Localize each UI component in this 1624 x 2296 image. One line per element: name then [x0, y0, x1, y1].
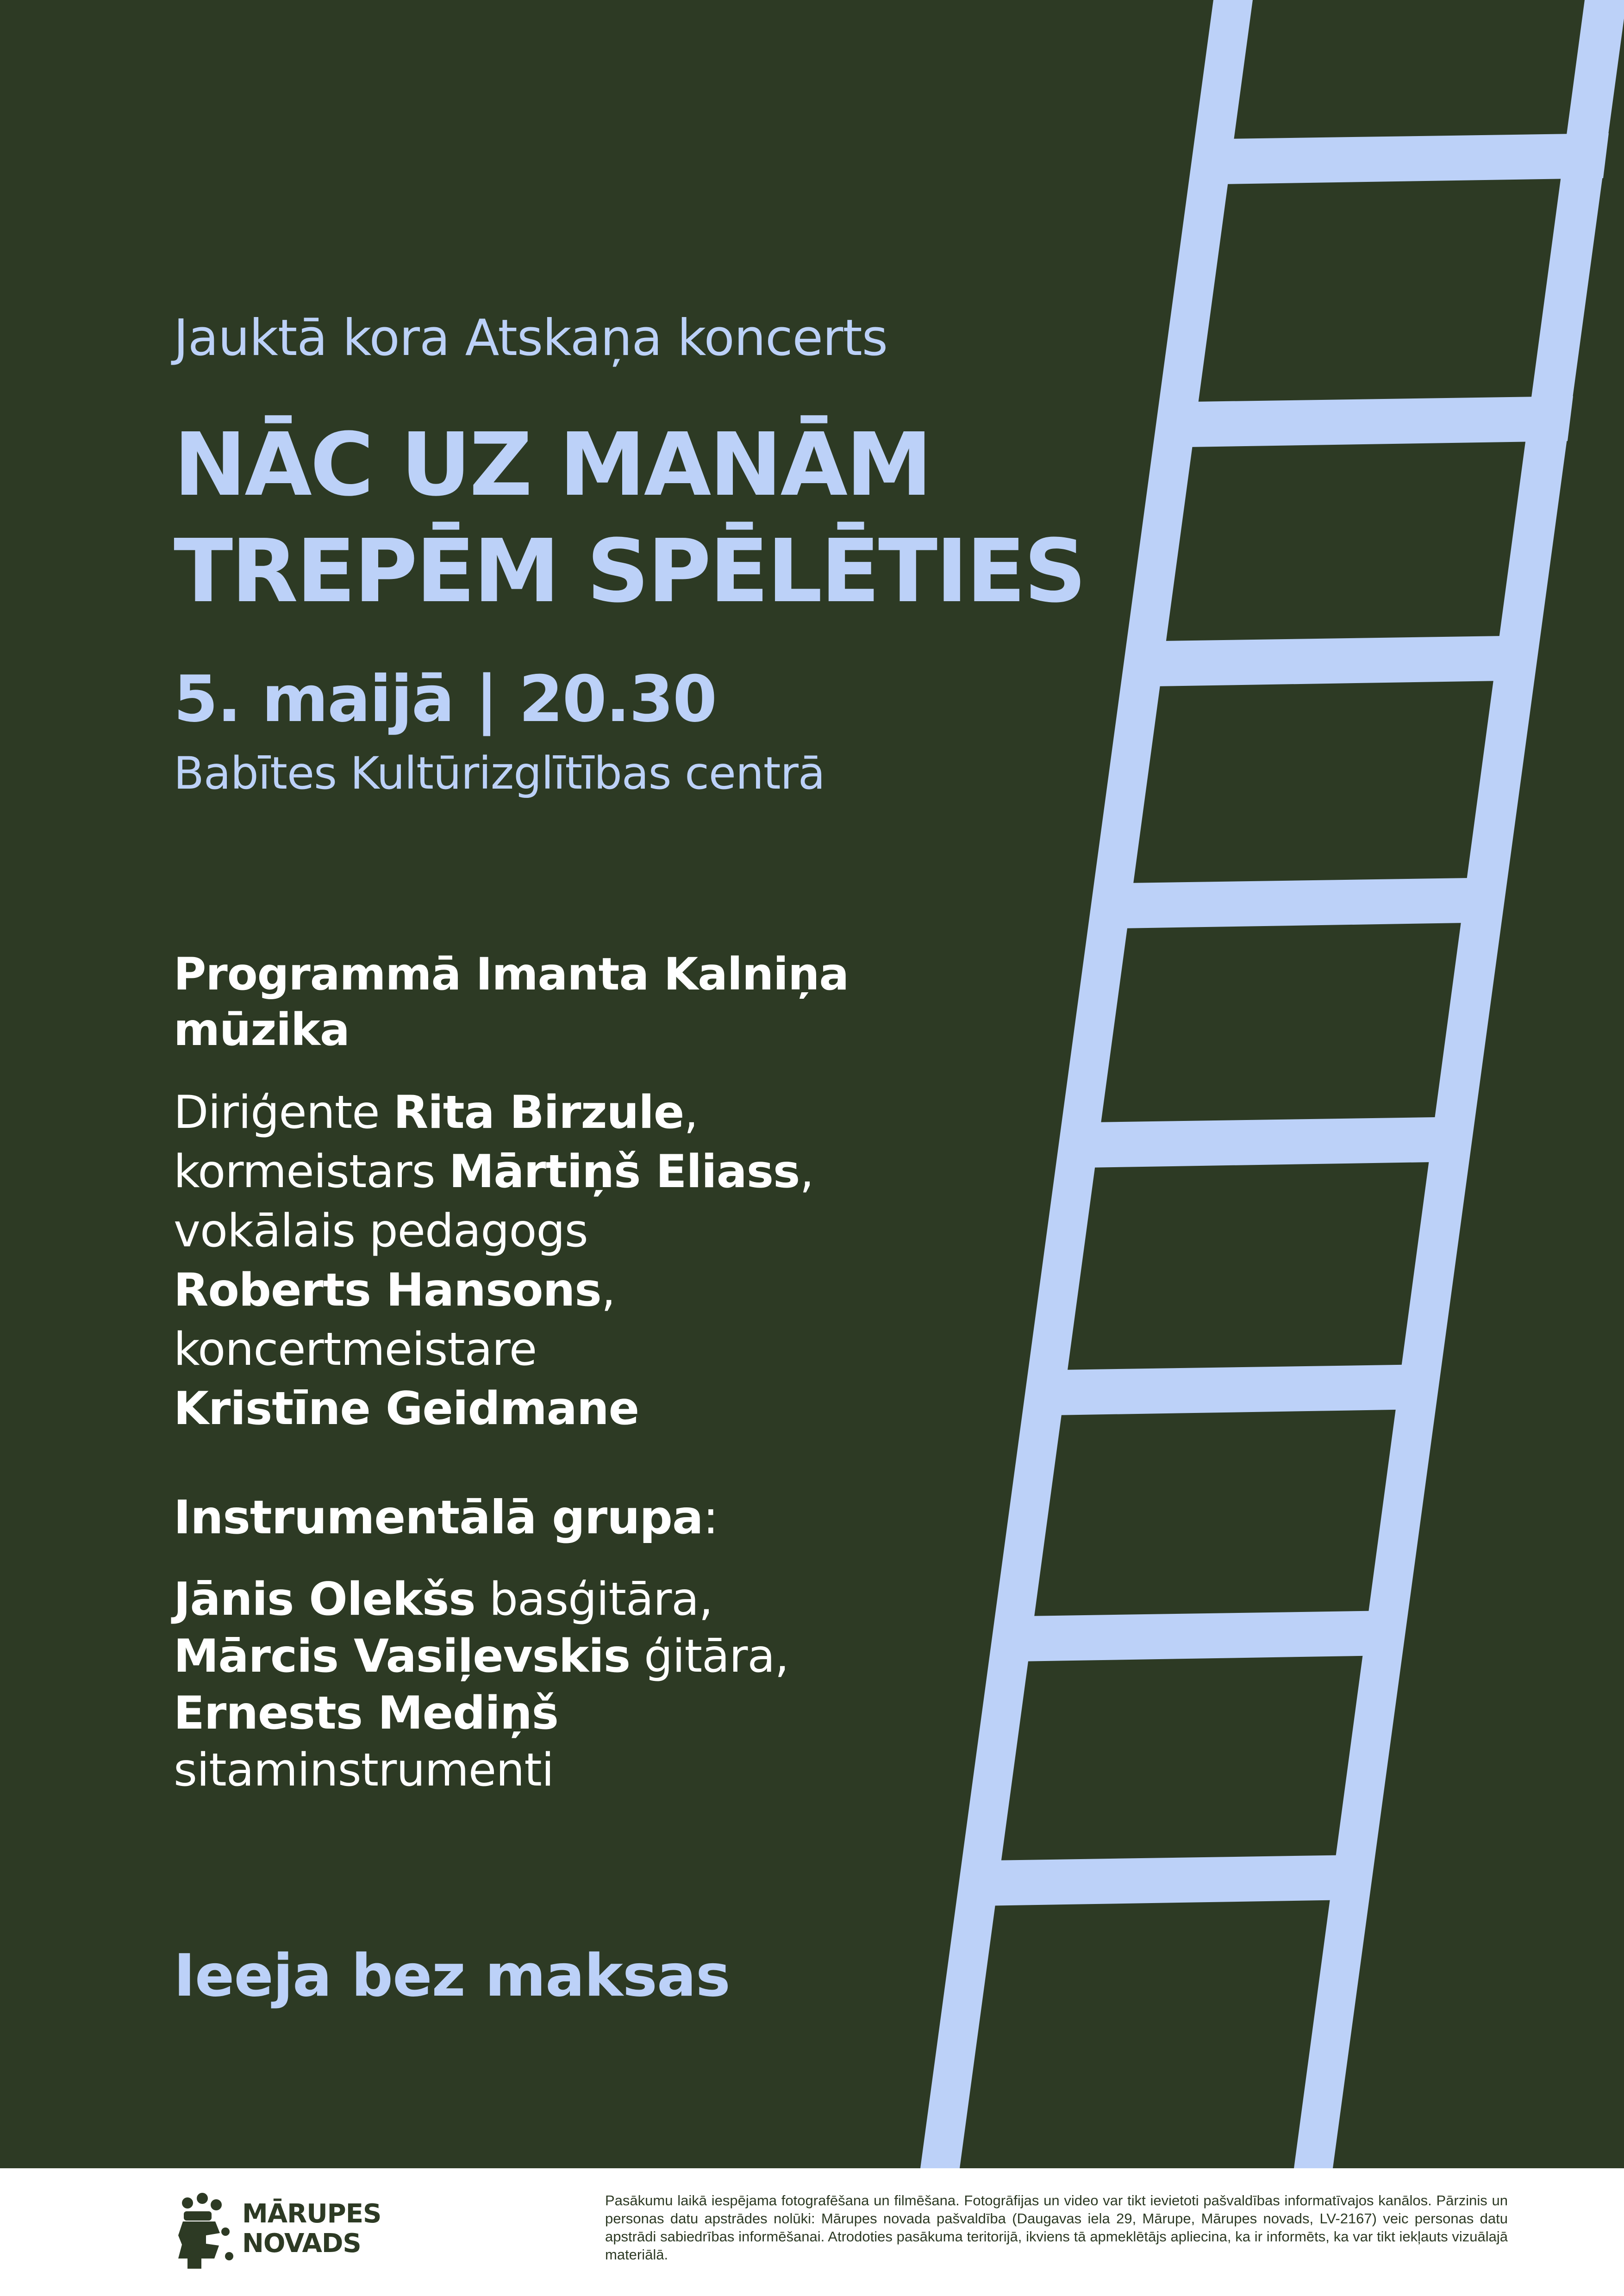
player-name: Ernests Mediņš — [174, 1687, 558, 1740]
free-entry-notice: Ieeja bez maksas — [174, 1941, 730, 2010]
performer-name: Kristīne Geidmane — [174, 1382, 639, 1435]
credit-line: Diriģente Rita Birzule, — [174, 1086, 698, 1139]
player-name: Jānis Olekšs — [174, 1573, 475, 1626]
marupes-novads-logo — [174, 2189, 424, 2277]
instrumental-players — [174, 1571, 789, 1799]
event-datetime: 5. maijā | 20.30 — [174, 662, 717, 736]
event-venue: Babītes Kultūrizglītības centrā — [174, 747, 825, 799]
instrumental-group-heading: Instrumentālā grupa: — [174, 1490, 718, 1544]
credit-line: koncertmeistare — [174, 1323, 537, 1376]
logo-text: MĀRUPES NOVADS — [242, 2199, 381, 2259]
logo-mark-icon — [174, 2189, 238, 2277]
photo-disclaimer: Pasākumu laikā iespējama fotografēšana un filmēšana. Fotogrāfijas un video var tikt ievietoti pašvaldības informatīvajos kanālos. Pārzinis un personas datu apstrādes nolūki: Mārupes novada pašvaldība (Daugavas iela 29, Mārupe, Mārupes novads, LV-2167) veic personas datu apstrādi sabiedrības informēšanai. Atrodoties pasākuma teritorijā, ikviens tā apmeklētājs apliecina, ka ir informēts, ka var tikt iekļauts vizuālajā materiālā. — [605, 2192, 1508, 2263]
credit-line — [174, 1379, 814, 1438]
player-line: sitaminstrumenti — [174, 1744, 554, 1797]
performer-name: Roberts Hansons — [174, 1264, 601, 1317]
credit-line: kormeistars Mārtiņš Eliass, — [174, 1145, 814, 1198]
player-line — [174, 1685, 789, 1742]
performer-credits — [174, 1083, 814, 1438]
title-line-2: TREPĒM SPĒLĒTIES — [174, 521, 1085, 622]
credit-line: Roberts Hansons, — [174, 1264, 615, 1317]
performer-name: Rita Birzule — [393, 1086, 684, 1139]
event-title — [174, 412, 1085, 625]
player-name: Mārcis Vasiļevskis — [174, 1630, 631, 1683]
player-line: Mārcis Vasiļevskis ģitāra, — [174, 1630, 789, 1683]
title-line-1: NĀC UZ MANĀM — [174, 414, 931, 516]
performer-name: Mārtiņš Eliass — [449, 1145, 800, 1198]
footer — [0, 2168, 1624, 2296]
credit-line: vokālais pedagogs — [174, 1205, 588, 1257]
player-line: Jānis Olekšs basģitāra, — [174, 1573, 713, 1626]
program-description: Programmā Imanta Kalniņa mūzika — [174, 948, 849, 1056]
concert-subtitle: Jauktā kora Atskaņa koncerts — [174, 309, 888, 367]
